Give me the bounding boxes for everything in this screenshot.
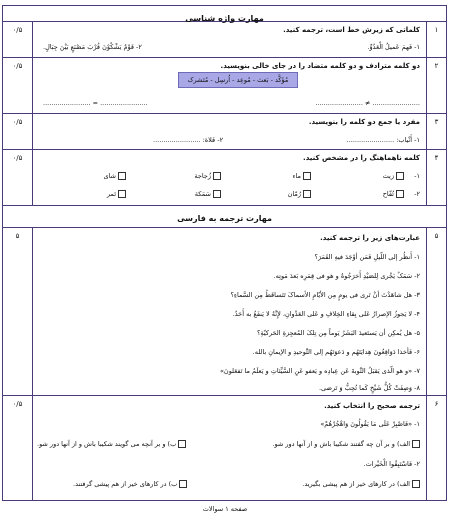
option-label: ب) و بر آنچه می گویند شکیبا باش و از آنها دور شو. bbox=[37, 440, 177, 448]
checkbox[interactable] bbox=[213, 190, 221, 198]
question-number: ۱ bbox=[426, 22, 446, 57]
question-body bbox=[33, 58, 426, 113]
exam-sheet bbox=[2, 5, 447, 501]
checkbox[interactable] bbox=[412, 440, 420, 448]
sentence-line: ۴- لا یَجوزُ الإصرارُ عَلی بِقاءِ الخِلافِ و عَلی العَدْوانِ، لإِنَّهُ لا یَنفَعُ به أَحَدٌ. bbox=[232, 310, 420, 318]
option-label: الف) و بر آن چه گفتند شکیبا باش و از آنها دور شو. bbox=[272, 440, 410, 448]
section-title-translation: مهارت ترجمه به فارسی bbox=[177, 214, 272, 223]
sentence-line: ۲- سَمَکٌ یَجْری لِلصَیْدِ أَخرَجُوهُ و هو فی قِمَرِه بَعدَ مَوتِه. bbox=[273, 272, 420, 280]
synonym-blank: ....................... ≠ ....................... bbox=[315, 99, 420, 107]
section-title-vocab: مهارت واژه شناسی bbox=[185, 14, 264, 23]
question-item: ۲- فَاسْتَبِقُوا الْخَیْرات. bbox=[363, 460, 420, 468]
checkbox[interactable] bbox=[178, 440, 186, 448]
sentence-line: ۷- «و هو الّذی یَقبَلُ التَّوبةَ عَن عِبادِه و یَعفو عَنِ السَّیِّئاتِ و یَعلَمُ ما تَفعَلونَ» bbox=[219, 367, 420, 375]
question-item: ۱- «فَاصْبِرْ عَلَی مَا یَقُولُونَ وَاهْجُرْهُمْ» bbox=[320, 420, 420, 428]
question-number: ۲ bbox=[426, 58, 446, 113]
option-item[interactable] bbox=[383, 172, 404, 180]
sentence-line: ۳- هل شاهَدْتَ أنْ تَری فی یومٍ مِن الأیّامِ الأسماکَ تَتَساقَطُ مِن السَّماءِ؟ bbox=[230, 291, 420, 299]
option-item[interactable] bbox=[292, 172, 311, 180]
sentence-line: ۵- هل یُمکِن أن یَستَعیدَ البَشَرُ یَوماً مِن تِلکَ المُعجِزةِ الحَرکیّةِ؟ bbox=[256, 329, 420, 337]
question-score: ۰/۵ bbox=[3, 22, 33, 57]
question-body bbox=[33, 22, 426, 57]
question-number: ۶ bbox=[426, 396, 446, 500]
question-number: ۴ bbox=[426, 150, 446, 205]
question-number: ۵ bbox=[426, 228, 446, 395]
page-footer: صفحه ۱ سوالات bbox=[202, 505, 248, 513]
option-item[interactable] bbox=[103, 172, 126, 180]
checkbox[interactable] bbox=[412, 480, 420, 488]
question-number: ۳ bbox=[426, 114, 446, 149]
word-bank: مُؤَکَّد - بَعث - مُوعِد - اُرسِل - مُتَشرک bbox=[178, 72, 298, 88]
question-body bbox=[33, 150, 426, 205]
question-4 bbox=[3, 150, 446, 206]
question-score: ۵ bbox=[3, 228, 33, 395]
option-item[interactable] bbox=[194, 172, 221, 180]
option-label: رُمّان bbox=[287, 190, 301, 198]
question-score: ۰/۵ bbox=[3, 396, 33, 500]
option-item[interactable] bbox=[383, 190, 404, 198]
checkbox[interactable] bbox=[213, 172, 221, 180]
sentence-line: ۸- وَصِفَتْ کُلُّ شَیْخٍ کَما تُحِبُّ وَ تَرضی. bbox=[318, 384, 420, 392]
option-label: الف) در کارهای خیر از هم پیشی بگیرید. bbox=[302, 480, 410, 488]
question-body bbox=[33, 114, 426, 149]
checkbox[interactable] bbox=[303, 190, 311, 198]
checkbox[interactable] bbox=[396, 190, 404, 198]
option-label: ب) در کارهای خیر از هم پیشی گرفتند. bbox=[73, 480, 178, 488]
answer-option[interactable] bbox=[302, 480, 420, 488]
answer-option[interactable] bbox=[73, 480, 187, 488]
option-label: شای bbox=[103, 172, 116, 180]
question-item: ۲- قَوْمٌ یَشْکُوْنَ قُرْبَ مَصْنَعٍ بَیْنَ جِبَالٍ. bbox=[43, 43, 142, 51]
option-label: سَمَکة bbox=[194, 190, 211, 198]
checkbox[interactable] bbox=[179, 480, 187, 488]
question-score: ۰/۵ bbox=[3, 114, 33, 149]
question-3 bbox=[3, 114, 446, 150]
question-item: ۱- فَهمَ عَمیلُ الْعَدُوِّ. bbox=[367, 43, 420, 51]
section-header-translation bbox=[3, 206, 446, 228]
row-label: ۱- bbox=[414, 172, 420, 180]
question-title: کلمه ناهماهنگ را در مشخص کنید. bbox=[303, 154, 420, 162]
question-1 bbox=[3, 22, 446, 58]
antonym-blank: ....................... = ....................... bbox=[43, 99, 148, 107]
question-title: ترجمه صحیح را انتخاب کنید. bbox=[324, 402, 420, 410]
option-label: تُفّاح bbox=[382, 190, 394, 198]
question-item: ۱- أَنْیاب: ....................... bbox=[346, 136, 420, 144]
checkbox[interactable] bbox=[118, 172, 126, 180]
sentence-line: ۶- فَأخذا دَوَاقِعُونَ هِدایَتَهُم و دَعوَتَهُم إلی التَّوحیدِ و الإیمانِ بالله. bbox=[252, 348, 420, 356]
option-item[interactable] bbox=[195, 190, 221, 198]
question-item: ۲- فَلاة: ....................... bbox=[153, 136, 224, 144]
question-score: ۰/۵ bbox=[3, 150, 33, 205]
option-label: ماء bbox=[292, 172, 301, 180]
question-2 bbox=[3, 58, 446, 114]
question-title: دو کلمه مترادف و دو کلمه متضاد را در جای خالی بنویسید. bbox=[220, 62, 420, 70]
option-label: زیت bbox=[382, 172, 394, 180]
question-body bbox=[33, 228, 426, 395]
question-score: ۰/۵ bbox=[3, 58, 33, 113]
question-title: مفرد یا جمع دو کلمه را بنویسید. bbox=[308, 118, 420, 126]
answer-option[interactable] bbox=[272, 440, 420, 448]
checkbox[interactable] bbox=[303, 172, 311, 180]
option-label: تَمر bbox=[106, 190, 116, 198]
checkbox[interactable] bbox=[118, 190, 126, 198]
answer-option[interactable] bbox=[37, 440, 186, 448]
checkbox[interactable] bbox=[396, 172, 404, 180]
question-title: عبارت‌های زیر را ترجمه کنید. bbox=[320, 234, 420, 242]
sentence-line: ۱- أَنظُر إلی اللّیلِ فَمَن أوْجَدَ فیهِ القَمَرَ؟ bbox=[314, 253, 420, 261]
option-item[interactable] bbox=[288, 190, 311, 198]
question-6 bbox=[3, 396, 446, 500]
row-label: ۲- bbox=[414, 190, 420, 198]
question-5 bbox=[3, 228, 446, 396]
option-label: زُجاجة bbox=[194, 172, 211, 180]
question-body bbox=[33, 396, 426, 500]
option-item[interactable] bbox=[107, 190, 126, 198]
section-header-vocab bbox=[3, 6, 446, 22]
question-title: کلماتی که زیرش خط است، ترجمه کنید. bbox=[283, 26, 420, 34]
